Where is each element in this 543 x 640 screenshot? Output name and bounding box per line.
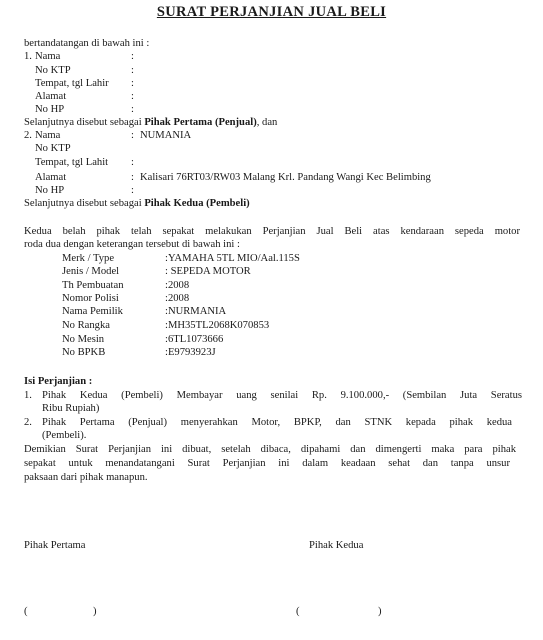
party2-ttl-colon: : [131, 157, 134, 168]
party2-ktp-label: No KTP [35, 143, 71, 154]
point-2-line-1: Pihak Pertama (Penjual) menyerahkan Motor, BPKP, dan STNK kepada pihak kedua [42, 417, 512, 428]
party1-alamat-colon: : [131, 91, 134, 102]
agreement-line-1: Kedua belah pihak telah sepakat melakukan Perjanjian Jual Beli atas kendaraan sepeda motor [24, 226, 520, 237]
vehicle-mesin-label: No Mesin [62, 334, 105, 345]
agreement-line-2: roda dua dengan keterangan tersebut di bawah ini : [24, 239, 240, 250]
document-title: SURAT PERJANJIAN JUAL BELI [156, 4, 387, 20]
signature-second-label: Pihak Kedua [309, 540, 364, 551]
signature-first-paren-open: ( [24, 606, 28, 617]
party2-name-value: NUMANIA [140, 130, 192, 141]
party2-hp-label: No HP [35, 185, 65, 196]
party1-name-label: Nama [35, 51, 61, 62]
party2-name-colon: : [131, 130, 134, 141]
point-1-line-2: Ribu Rupiah) [42, 403, 100, 414]
vehicle-nopol-label: Nomor Polisi [62, 293, 119, 304]
vehicle-jenis-label: Jenis / Model [62, 266, 120, 277]
vehicle-bpkb-value: :E9793923J [165, 347, 216, 358]
vehicle-nopol-value: :2008 [165, 293, 190, 304]
signature-first-paren-close: ) [93, 606, 97, 617]
vehicle-merk-label: Merk / Type [62, 253, 115, 264]
vehicle-merk-value: :YAMAHA 5TL MIO/Aal.115S [165, 253, 300, 264]
party2-ttl-label: Tempat, tgl Lahit [35, 157, 109, 168]
vehicle-rangka-label: No Rangka [62, 320, 110, 331]
vehicle-tahun-label: Th Pembuatan [62, 280, 124, 291]
signature-second-paren-open: ( [296, 606, 300, 617]
closing-line-3: paksaan dari pihak manapun. [24, 472, 148, 483]
signature-first-label: Pihak Pertama [24, 540, 86, 551]
party1-ktp-label: No KTP [35, 65, 71, 76]
point-1-number: 1. [24, 390, 32, 401]
party1-number: 1. [24, 51, 32, 62]
isi-heading: Isi Perjanjian : [24, 376, 93, 387]
vehicle-pemilik-value: :NURMANIA [165, 306, 227, 317]
vehicle-pemilik-label: Nama Pemilik [62, 306, 123, 317]
party1-alamat-label: Alamat [35, 91, 67, 102]
vehicle-jenis-value: : SEPEDA MOTOR [165, 266, 251, 277]
intro-text: bertandatangan di bawah ini : [24, 38, 150, 49]
party1-hp-label: No HP [35, 104, 65, 115]
party1-name-colon: : [131, 51, 134, 62]
closing-line-2: sepakat untuk menandatangani Surat Perjanjian ini dalam keadaan sehat dan tanpa unsur [24, 458, 510, 469]
party2-alamat-label: Alamat [35, 172, 67, 183]
closing-line-1: Demikian Surat Perjanjian ini dibuat, setelah dibaca, dipahami dan dimengerti maka para pihak [24, 444, 516, 455]
party1-hp-colon: : [131, 104, 134, 115]
party2-number: 2. [24, 130, 32, 141]
party1-ttl-colon: : [131, 78, 134, 89]
point-2-number: 2. [24, 417, 32, 428]
point-2-line-2: (Pembeli). [42, 430, 87, 441]
party1-ktp-colon: : [131, 65, 134, 76]
vehicle-bpkb-label: No BPKB [62, 347, 106, 358]
party2-alamat-colon: : [131, 172, 134, 183]
party1-ttl-label: Tempat, tgl Lahir [35, 78, 109, 89]
signature-second-paren-close: ) [378, 606, 382, 617]
party2-hp-colon: : [131, 185, 134, 196]
party2-description: Selanjutnya disebut sebagai Pihak Kedua (Pembeli) [24, 198, 250, 209]
party2-name-label: Nama [35, 130, 61, 141]
vehicle-rangka-value: :MH35TL2068K070853 [165, 320, 270, 331]
party1-description: Selanjutnya disebut sebagai Pihak Pertama (Penjual), dan [24, 117, 278, 128]
vehicle-mesin-value: :6TL1073666 [165, 334, 224, 345]
point-1-line-1: Pihak Kedua (Pembeli) Membayar uang senilai Rp. 9.100.000,- (Sembilan Juta Seratus [42, 390, 522, 401]
vehicle-tahun-value: :2008 [165, 280, 190, 291]
party2-alamat-value: Kalisari 76RT03/RW03 Malang Krl. Pandang Wangi Kec Belimbing [140, 172, 431, 183]
